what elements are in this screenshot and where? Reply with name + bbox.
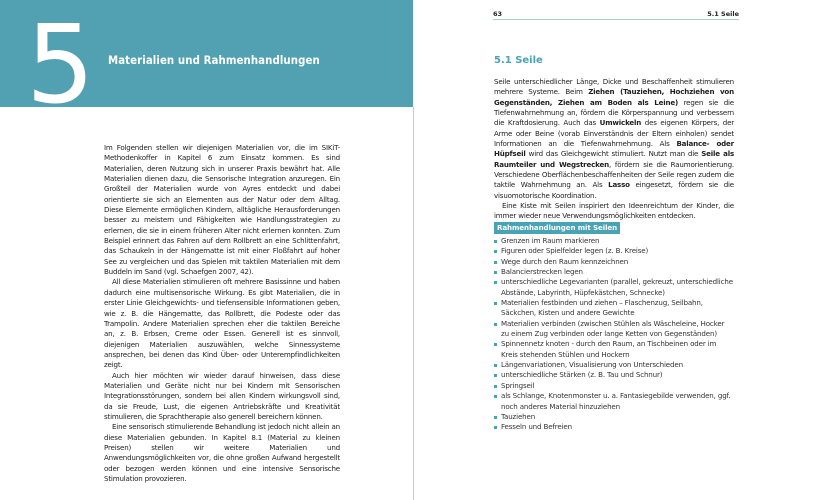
- list-item: [494, 339, 734, 360]
- section-heading: 5.1 Seile: [494, 55, 543, 66]
- list-item-text: Spinnennetz knoten - durch den Raum, an Tischbeinen oder im Kreis stehenden Stühlen und Hockern: [501, 339, 717, 359]
- square-bullet-icon: [494, 302, 497, 305]
- text-run: des eigenen Körpers, der Arme oder Beine (vorab Einverständnis der Eltern einholen) sendet Informationen an die Tiefenwahrnehmung. Als: [494, 118, 734, 149]
- chapter-banner: [0, 0, 413, 128]
- list-item: [494, 246, 734, 256]
- square-bullet-icon: [494, 343, 497, 346]
- list-item: [494, 277, 734, 298]
- square-bullet-icon: [494, 271, 497, 274]
- list-item-text: als Schlange, Knotenmonster u. a. Fantasiegebilde verwenden, ggf. noch anderes Material hinzuziehen: [501, 391, 731, 411]
- square-bullet-icon: [494, 416, 497, 419]
- square-bullet-icon: [494, 426, 497, 429]
- list-item: [494, 267, 734, 277]
- bold-run: Seile als Raumteiler und Wegstrecken: [494, 149, 734, 169]
- list-item: [494, 422, 734, 432]
- bold-run: Balance- oder Hüpfseil: [494, 139, 734, 159]
- bullet-list: [494, 236, 734, 433]
- paragraph: Eine Kiste mit Seilen inspiriert den Ideenreichtum der Kinder, die immer wieder neue Verwendungsmöglichkeiten entdecken.: [494, 201, 734, 221]
- list-item: [494, 257, 734, 267]
- list-item-text: Springseil: [501, 380, 535, 390]
- list-item-text: Fesseln und Befreien: [501, 422, 572, 432]
- page-number: 63: [493, 10, 503, 18]
- square-bullet-icon: [494, 385, 497, 388]
- list-item-text: unterschiedliche Legevarianten (parallel, gekreuzt, unterschiedliche Abstände, Labyrinth, Hüpfekästchen, Schnecke): [501, 277, 733, 297]
- paragraph: Im Folgenden stellen wir diejenigen Materialien vor, die im SIKiT-Methodenkoffer in Kapitel 6 zum Einsatz kommen. Es sind Materialien, deren Nutzung sich in unserer Praxis bewährt hat. Alle Materialien dienen dazu, die Sensorische Integration anzuregen. Ein Großteil der Materialien wurde von Ayres entdeckt und dabei orientierte sie sich an Elementen aus der Natur oder dem Alltag. Diese Elemente ermöglichen Kindern, alltägliche Herausforderungen besser zu meistern und Fähigkeiten wie Handlungsstrategien zu erlernen, die sie in einem früheren Alter nicht erlernen konnten. Zum Beispiel erinnert das Fahren auf dem Rollbrett an eine Schlittenfahrt, das Schaukeln in der Hängematte ist mit einer Floßfahrt auf hoher See zu vergleichen und das Spielen mit taktilen Materialien mit dem Buddeln im Sand (vgl. Schaefgen 2007, 42).: [104, 143, 340, 277]
- text-run: eingesetzt, fördern sie die visuomotorische Koordination.: [494, 180, 734, 200]
- paragraph: All diese Materialien stimulieren oft mehrere Basissinne und haben dadurch eine multisensorische Wirkung. Es gibt Materialien, die in erster Linie Gleichgewichts- und tiefensensible Informationen geben, wie z. B. die Hängematte, das Rollbrett, die Podeste oder das Trampolin. Andere Materialien sprechen eher die taktilen Bereiche an, z. B. Erbsen, Creme oder Essen. Generell ist es sinnvoll, diejenigen Materialien auszuwählen, welche Sinnessysteme ansprechen, bei denen das Kind Über- oder Unterempfindlichkeiten zeigt.: [104, 277, 340, 370]
- list-item: [494, 381, 734, 391]
- list-item-text: Grenzen im Raum markieren: [501, 236, 600, 245]
- right-page: [414, 0, 826, 500]
- text-run: regen sie die Tiefenwahrnehmung an, fördern die Körperspannung und verbessern die Kraftdosierung. Auch das: [494, 97, 734, 128]
- running-section-label: 5.1 Seile: [707, 10, 739, 18]
- text-run: Seile unterschiedlicher Länge, Dicke und Beschaffenheit stimulieren mehrere Systeme. Beim: [494, 77, 734, 97]
- paragraph: Auch hier möchten wir wieder darauf hinweisen, dass diese Materialien und Geräte nicht nur bei Kindern mit Sensorischen Integrationsstörungen, sondern bei allen Kindern wirkungsvoll sind, da sie Freude, Lust, die eigenen Antriebskräfte und Kreativität stimulieren, die Sprachtherapie also generell bereichern können.: [104, 370, 340, 421]
- list-item: [494, 370, 734, 380]
- list-item-text: Tauziehen: [501, 411, 536, 421]
- square-bullet-icon: [494, 364, 497, 367]
- list-item-text: Längenvariationen, Visualisierung von Unterschieden: [501, 360, 683, 370]
- bold-run: Umwickeln: [599, 118, 642, 128]
- info-box-title: Rahmenhandlungen mit Seilen: [494, 222, 620, 234]
- list-item: [494, 360, 734, 370]
- list-item-text: unterschiedliche Stärken (z. B. Tau und Schnur): [501, 370, 663, 380]
- square-bullet-icon: [494, 374, 497, 377]
- chapter-number: 5: [26, 3, 93, 128]
- paragraph: [494, 77, 734, 201]
- list-item: [494, 319, 734, 340]
- paragraph: Eine sensorisch stimulierende Behandlung ist jedoch nicht allein an diese Materialien gebunden. In Kapitel 8.1 (Material zu kleinen Preisen) stellen wir weitere Materialien und Anwendungsmöglichkeiten vor, die ohne großen Aufwand hergestellt oder bezogen werden können und eine intensive Sensorische Stimulation provozieren.: [104, 422, 340, 483]
- list-item: [494, 236, 734, 246]
- text-run: wird das Gleichgewicht stimuliert. Nutzt man die: [525, 149, 702, 159]
- square-bullet-icon: [494, 261, 497, 264]
- square-bullet-icon: [494, 250, 497, 253]
- chapter-title: Materialien und Rahmenhandlungen: [108, 54, 320, 67]
- right-body-text: [494, 77, 734, 222]
- list-item: [494, 391, 734, 412]
- running-header: [493, 8, 739, 20]
- list-item: [494, 298, 734, 319]
- list-item-text: Materialien festbinden und ziehen – Flaschenzug, Seilbahn, Säckchen, Kisten und andere Gewichte: [501, 298, 703, 318]
- list-item-text: Wege durch den Raum kennzeichnen: [501, 256, 629, 266]
- list-item-text: Materialien verbinden (zwischen Stühlen als Wäscheleine, Hocker zu einem Zug verbinden oder lange Ketten von Gegenständen): [501, 318, 725, 339]
- square-bullet-icon: [494, 323, 497, 326]
- square-bullet-icon: [494, 281, 497, 284]
- list-item-text: Balancierstrecken legen: [501, 267, 583, 277]
- square-bullet-icon: [494, 240, 497, 243]
- left-body-text: [104, 143, 340, 484]
- square-bullet-icon: [494, 395, 497, 398]
- list-item: [494, 412, 734, 422]
- bold-run: Ziehen (Tauziehen, Hochziehen von Gegenständen, Ziehen am Boden als Leine): [494, 87, 734, 107]
- text-run: , fördern sie die Raumorientierung. Verschiedene Oberflächenbeschaffenheiten der Seile regen zudem die taktile Wahrnehmung an. Als: [494, 159, 734, 190]
- bold-run: Lasso: [608, 180, 630, 190]
- list-item-text: Figuren oder Spielfelder legen (z. B. Kreise): [501, 246, 649, 256]
